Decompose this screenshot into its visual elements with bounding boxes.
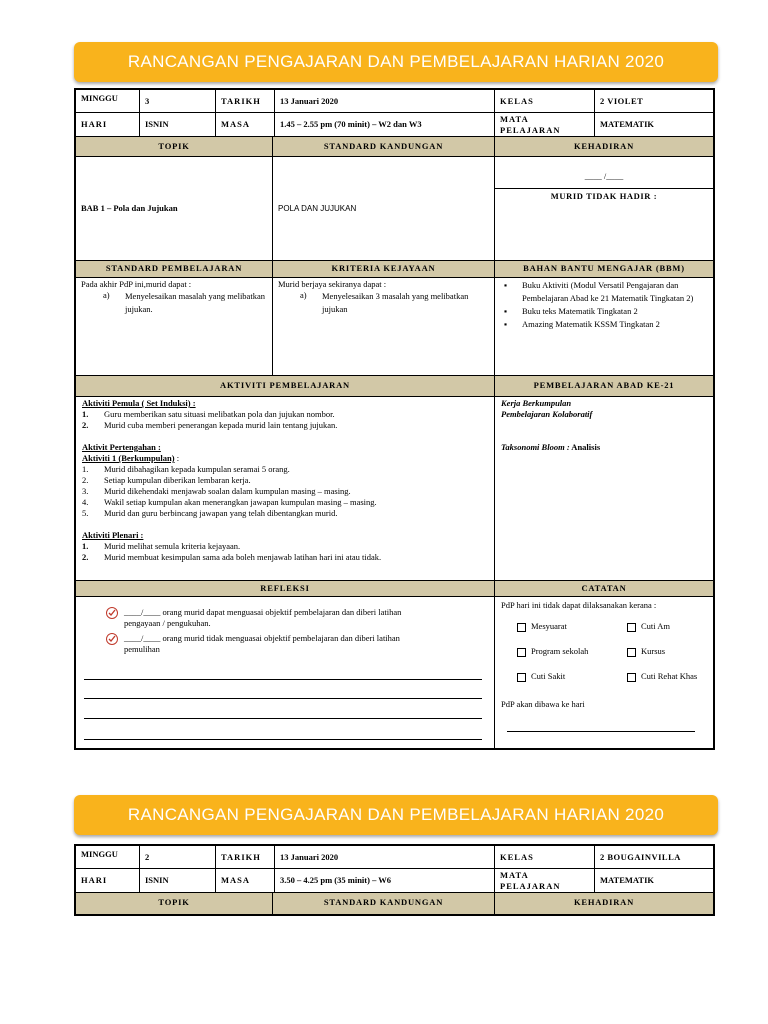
bullet-icon: ▪ (504, 319, 508, 329)
checkbox-icon[interactable] (627, 648, 636, 657)
plenari-item-text: Murid membuat kesimpulan sama ada boleh menjawab latihan hari ini atau tidak. (104, 552, 382, 562)
pertengahan-item-text: Wakil setiap kumpulan akan menerangkan jawapan kumpulan masing – masing. (104, 497, 377, 507)
bloom-value: Analisis (569, 442, 601, 452)
abad21-header: PEMBELAJARAN ABAD KE-21 (495, 376, 713, 397)
pertengahan-item-text: Setiap kumpulan diberikan lembaran kerja. (104, 475, 251, 485)
permulaan-item-number: 1. (82, 409, 89, 419)
bullet-icon: ▪ (504, 306, 508, 316)
aktiviti1-colon: : (174, 453, 180, 463)
abad21-box (495, 397, 713, 581)
permulaan-list (82, 409, 488, 431)
sp-intro: Pada akhir PdP ini,murid dapat : (81, 279, 192, 289)
writing-line (84, 739, 482, 740)
refleksi-line-1a: ____/____ orang murid dapat menguasai objektif pembelajaran dan diberi latihan (124, 607, 402, 617)
permulaan-item-number: 2. (82, 420, 89, 430)
checkbox-icon[interactable] (627, 673, 636, 682)
plenari-item-number: 1. (82, 541, 89, 551)
murid-tidak-hadir-label: MURID TIDAK HADIR : (495, 189, 713, 261)
catatan-option[interactable] (627, 671, 697, 682)
bbm-item (500, 318, 708, 331)
pertengahan-item-number: 2. (82, 475, 89, 485)
lesson-plan-table (74, 88, 715, 750)
pertengahan-title: Aktivit Pertengahan : (82, 442, 161, 452)
catatan-option[interactable] (627, 646, 665, 657)
kk-item-number: a) (300, 290, 307, 300)
aktiviti-header: AKTIVITI PEMBELAJARAN (76, 376, 495, 397)
kriteria-kejayaan-box (273, 278, 495, 376)
catatan-header: CATATAN (495, 581, 713, 597)
standard-kandungan-value: POLA DAN JUJUKAN (273, 157, 495, 261)
permulaan-title: Aktiviti Pemula ( Set Induksi) : (82, 398, 196, 408)
kehadiran-blank (495, 157, 713, 189)
plenari-item (82, 552, 488, 563)
pertengahan-item-text: Murid dikehendaki menjawab soalan dalam kumpulan masing – masing. (104, 486, 351, 496)
bbm-item (500, 279, 708, 305)
standard-pembelajaran-box (76, 278, 273, 376)
catatan-option-label: Program sekolah (531, 646, 589, 656)
writing-line (84, 679, 482, 680)
catatan-option-label: Cuti Rehat Khas (641, 671, 698, 681)
hari-label: HARI (76, 113, 140, 137)
check-icon (106, 633, 118, 645)
tarikh-value: 13 Januari 2020 (275, 846, 495, 869)
standard-kandungan-header: STANDARD KANDUNGAN (273, 137, 495, 157)
mapel-label: MATA PELAJARAN (495, 113, 595, 137)
permulaan-item-text: Murid cuba memberi penerangan kepada murid lain tentang jujukan. (104, 420, 338, 430)
kriteria-kejayaan-header: KRITERIA KEJAYAAN (273, 261, 495, 278)
bbm-item-text: Amazing Matematik KSSM Tingkatan 2 (522, 319, 660, 329)
writing-line (507, 731, 695, 732)
topik-value: BAB 1 – Pola dan Jujukan (76, 157, 273, 261)
tarikh-value: 13 Januari 2020 (275, 90, 495, 113)
refleksi-line-2b: pemulihan (124, 644, 160, 654)
kelas-label: KELAS (495, 90, 595, 113)
pertengahan-list (82, 464, 488, 519)
pertengahan-item-number: 4. (82, 497, 89, 507)
checkbox-icon[interactable] (517, 648, 526, 657)
masa-value: 3.50 – 4.25 pm (35 minit) – W6 (275, 869, 495, 893)
topik-header: TOPIK (76, 137, 273, 157)
permulaan-item-text: Guru memberikan satu situasi melibatkan pola dan jujukan nombor. (104, 409, 335, 419)
bbm-item-text: Buku teks Matematik Tingkatan 2 (522, 306, 638, 316)
checkbox-icon[interactable] (517, 623, 526, 632)
pertengahan-item-number: 5. (82, 508, 89, 518)
minggu-value: 3 (140, 90, 216, 113)
pertengahan-item (82, 508, 488, 519)
refleksi-line-2a: ____/____ orang murid tidak menguasai objektif pembelajaran dan diberi latihan (124, 633, 400, 643)
plenari-item-text: Murid melihat semula kriteria kejayaan. (104, 541, 241, 551)
topik-header: TOPIK (76, 893, 273, 914)
masa-label: MASA (216, 113, 275, 137)
hari-value: ISNIN (140, 869, 216, 893)
aktiviti-box (76, 397, 495, 581)
check-icon (106, 607, 118, 619)
permulaan-item (82, 409, 488, 420)
catatan-option-label: Cuti Sakit (531, 671, 566, 681)
pertengahan-item-text: Murid dibahagikan kepada kumpulan seramai 5 orang. (104, 464, 290, 474)
tarikh-label: TARIKH (216, 846, 275, 869)
plenari-item (82, 541, 488, 552)
plenari-title: Aktiviti Plenari : (82, 530, 144, 540)
catatan-options (501, 621, 707, 701)
pertengahan-item (82, 464, 488, 475)
bbm-header: BAHAN BANTU MENGAJAR (BBM) (495, 261, 713, 278)
abad21-item-2: Pembelajaran Kolaboratif (501, 409, 593, 419)
plenari-list (82, 541, 488, 563)
catatan-option[interactable] (517, 621, 567, 632)
kelas-value: 2 BOUGAINVILLA (595, 846, 713, 869)
hari-value: ISNIN (140, 113, 216, 137)
mapel-label: MATA PELAJARAN (495, 869, 595, 893)
kk-intro: Murid berjaya sekiranya dapat : (278, 279, 387, 289)
catatan-box (495, 597, 713, 748)
standard-pembelajaran-header: STANDARD PEMBELAJARAN (76, 261, 273, 278)
kelas-value: 2 VIOLET (595, 90, 713, 113)
pertengahan-item-number: 1. (82, 464, 89, 474)
bullet-icon: ▪ (504, 280, 508, 290)
plenari-item-number: 2. (82, 552, 89, 562)
masa-value: 1.45 – 2.55 pm (70 minit) – W2 dan W3 (275, 113, 495, 137)
pertengahan-item (82, 475, 488, 486)
tarikh-label: TARIKH (216, 90, 275, 113)
pertengahan-item (82, 497, 488, 508)
kelas-label: KELAS (495, 846, 595, 869)
hari-label: HARI (76, 869, 140, 893)
catatan-option[interactable] (517, 671, 565, 682)
permulaan-item (82, 420, 488, 431)
minggu-label: MINGGU (76, 846, 140, 869)
kehadiran-header: KEHADIRAN (495, 137, 713, 157)
bloom-label: Taksonomi Bloom : (501, 442, 570, 452)
writing-line (84, 698, 482, 699)
catatan-dibawa: PdP akan dibawa ke hari (501, 699, 585, 709)
sp-item-number: a) (103, 290, 110, 300)
pertengahan-item-text: Murid dan guru berbincang jawapan yang telah dibentangkan murid. (104, 508, 338, 518)
kehadiran-fraction: ____ /____ (584, 171, 624, 181)
pertengahan-item-number: 3. (82, 486, 89, 496)
minggu-value: 2 (140, 846, 216, 869)
catatan-option-label: Mesyuarat (531, 621, 567, 631)
refleksi-line-1b: pengayaan / pengukuhan. (124, 618, 211, 628)
banner-title: RANCANGAN PENGAJARAN DAN PEMBELAJARAN HARIAN 2020 (127, 52, 665, 71)
mapel-value: MATEMATIK (595, 113, 713, 137)
page-banner (74, 795, 718, 835)
mapel-value: MATEMATIK (595, 869, 713, 893)
catatan-intro: PdP hari ini tidak dapat dilaksanakan kerana : (501, 600, 657, 610)
standard-kandungan-header: STANDARD KANDUNGAN (273, 893, 495, 914)
masa-label: MASA (216, 869, 275, 893)
lesson-plan-table (74, 844, 715, 916)
kk-item: Menyelesaikan 3 masalah yang melibatkan jujukan (322, 291, 469, 314)
catatan-option-label: Kursus (641, 646, 666, 656)
pertengahan-item (82, 486, 488, 497)
checkbox-icon[interactable] (517, 673, 526, 682)
bbm-item (500, 305, 708, 318)
checkbox-icon[interactable] (627, 623, 636, 632)
aktiviti1-title: Aktiviti 1 (Berkumpulan) (82, 453, 175, 463)
catatan-option[interactable] (517, 646, 588, 657)
catatan-option-label: Cuti Am (641, 621, 671, 631)
kehadiran-header: KEHADIRAN (495, 893, 713, 914)
bbm-box (495, 278, 713, 376)
sp-item: Menyelesaikan masalah yang melibatkan jujukan. (125, 291, 265, 314)
catatan-option[interactable] (627, 621, 670, 632)
writing-line (84, 718, 482, 719)
bbm-list (500, 279, 708, 331)
page-banner (74, 42, 718, 82)
banner-title: RANCANGAN PENGAJARAN DAN PEMBELAJARAN HARIAN 2020 (127, 805, 665, 824)
abad21-item-1: Kerja Berkumpulan (501, 398, 572, 408)
refleksi-header: REFLEKSI (76, 581, 495, 597)
refleksi-box (76, 597, 495, 748)
bbm-item-text: Buku Aktiviti (Modul Versatil Pengajaran dan Pembelajaran Abad ke 21 Matematik Tingkatan 2) (522, 280, 694, 303)
minggu-label: MINGGU (76, 90, 140, 113)
